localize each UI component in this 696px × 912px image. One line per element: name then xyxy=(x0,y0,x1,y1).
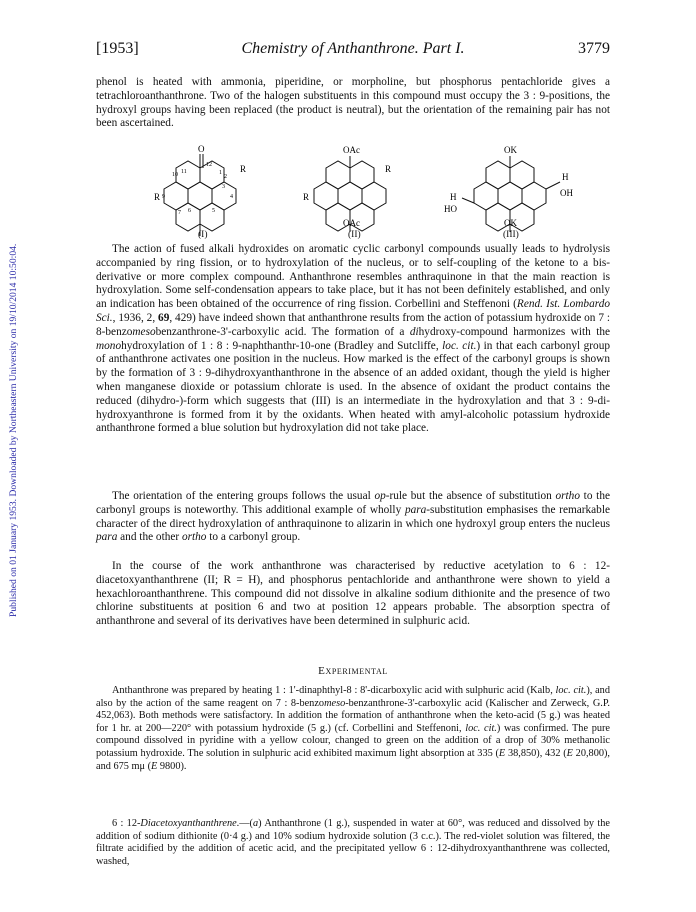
fig1-locant: 12 xyxy=(206,162,212,168)
italic-term: para xyxy=(96,531,118,544)
text-run: The orientation of the entering groups follows the usual xyxy=(112,490,375,502)
fig1-locant: 2 xyxy=(224,174,227,180)
fig1-locant: 3 xyxy=(222,184,225,190)
structure-figures xyxy=(96,140,610,240)
text-run: and the other xyxy=(117,531,182,544)
text-run: ), and also by the action of the same reagent on 7 : 8-benzo xyxy=(96,685,610,709)
citation-loc-cit: loc. cit. xyxy=(442,339,477,352)
italic-term: op xyxy=(374,490,386,502)
text-run: -benzanthrone-3'-carboxylic acid (Kalischer and Zerweck, G.P. 452,063). Both methods were satisfactory. In addition the formation of anthanthrone when the keto-acid (5 g.) was heated for 1 hr. at 200—220° with potassium hydroxide (5 g.) (cf. Corbellini and Steffenoni, xyxy=(96,697,610,734)
citation-loc-cit: loc. cit. xyxy=(465,722,497,734)
italic-term: ortho xyxy=(181,531,207,544)
fig3-left-h: H xyxy=(450,192,457,202)
fig2-left-r: R xyxy=(303,192,310,202)
fig2-right-r: R xyxy=(385,164,392,174)
page-header xyxy=(96,40,610,64)
fig1-locant: 7 xyxy=(178,210,181,216)
intro-paragraph: phenol is heated with ammonia, piperidine, or morpholine, but phosphorus pentachloride gives a tetrachloroanthanthrone. Two of the halogen substituents in this compound must occupy the 3 : 9-positions, the hydroxyl groups having been replaced (the product is neutral), but the orientation of the remaining pair has not been ascertained. xyxy=(96,76,610,130)
fig1-locant: 9 xyxy=(162,194,165,200)
compound-name: Diacetoxyanthanthrene xyxy=(140,818,237,829)
fig3-top-ok: OK xyxy=(504,145,517,155)
text-run: Anthanthrone was prepared by heating 1 : 1'-dinaphthyl-8 : 8'-dicarboxylic acid with sulphuric acid (Kalb, xyxy=(112,685,556,696)
fig1-locant: 1 xyxy=(219,170,222,176)
italic-term: E xyxy=(566,747,573,759)
body-paragraph-2 xyxy=(96,490,610,545)
italic-term: meso xyxy=(324,697,346,709)
body-paragraph-3: In the course of the work anthanthrone was characterised by reductive acetylation to 6 : 12-diacetoxyanthanthrene (II; R = H), and phosphorus pentachloride and anthanthrone were shown to yield a hexachloroanthanthrene. This compound did not dissolve in alkaline sodium dithionite and the presence of two chlorine substituents at position 6 and two at position 12 appears probable. The absorption spectra of anthanthrone and several of its derivatives have been determined in sulphuric acid. xyxy=(96,560,610,628)
italic-term: mono xyxy=(96,339,122,352)
structure-figure-1 xyxy=(136,140,286,240)
text-run: -rule but the absence of substitution xyxy=(385,490,556,502)
text-run: ) Anthanthrone (1 g.), suspended in water at 60°, was reduced and dissolved by the addition of sodium dithionite (0·4 g.) and 10% sodium hydroxide solution (3 c.c.). The red-violet solution was filtered, the filtrate acidified by the addition of acetic acid, and the precipitated yellow 6 : 12-dihydroxyanthanthrene was collected, washed, xyxy=(96,818,610,867)
text-run: 38,850), 432 ( xyxy=(505,747,567,759)
text-run: 6 : 12- xyxy=(112,818,141,829)
experimental-heading: Experimental xyxy=(318,665,388,677)
text-run: ) was confirmed. The pure compound dissolved in pyridine with a yellow colour, changed to green on the addition of a drop of 30% methanolic potassium hydroxide. The solution in sulphuric acid exhibited maximum light absorption at 335 ( xyxy=(96,722,610,759)
text-run: hydroxylation of 1 : 8 : 9-naphthanthr-10-one (Bradley and Sutcliffe, xyxy=(121,339,443,352)
header-title: Chemistry of Anthanthrone. Part I. xyxy=(241,40,465,57)
fig1-locant: 5 xyxy=(212,208,215,214)
fig3-left-ho: HO xyxy=(444,204,457,214)
fig1-left-r: R xyxy=(154,192,161,202)
download-notice: Published on 01 January 1953. Downloaded by Northeastern University on 19/10/2014 10:50:04. xyxy=(8,243,19,617)
experimental-paragraph-2 xyxy=(96,818,610,868)
fig3-bottom-ok: OK xyxy=(504,218,517,228)
text-run: -substitution emphasises the remarkable character of the direct hydroxylation of anthraquinone to alizarin in which one hydroxyl group enters the nucleus xyxy=(96,503,610,530)
text-run: benzanthrone-3'-carboxylic acid. The formation of a xyxy=(155,325,410,338)
italic-term: di xyxy=(409,325,419,338)
text-run: hydroxy-compound harmonizes with the xyxy=(418,325,610,338)
text-run: 9800). xyxy=(157,760,187,772)
fig1-locant: 11 xyxy=(181,169,187,175)
fig2-top-oac: OAc xyxy=(343,145,360,155)
text-run: ) in that each carbonyl group of anthanthrone activates one position in the nucleus. How marked is the effect of the carbonyl groups is shown by the formation of 3 : 9-dihydroxyanthanthrone in the absence of an added oxidant, though the yield is higher when manganese dioxide or potassium chlorate is used. In the absence of oxidant the product contains the reduced (dihydro-)-form which suggests that (III) is an intermediate in the hydroxylation and that 3 : 9-di-hydroxyanthrone is formed from it by the oxidants. When heated with amyl-alcoholic potassium hydroxide anthanthrone formed a blue solution but hydroxylation did not take place. xyxy=(96,339,610,435)
fig3-right-oh: OH xyxy=(560,188,573,198)
header-page-number: 3779 xyxy=(578,40,610,57)
italic-term: E xyxy=(151,760,158,772)
text-run: , 429) have indeed shown that anthanthrone results from the action of potassium hydroxide on 7 : 8-benzo xyxy=(96,311,611,338)
fig2-caption: (II) xyxy=(348,230,361,240)
italic-term: E xyxy=(498,747,506,759)
fig1-locant: 4 xyxy=(230,194,233,200)
structure-figure-2 xyxy=(281,140,431,240)
header-year: [1953] xyxy=(96,40,139,57)
text-run: The action of fused alkali hydroxides on aromatic cyclic carbonyl compounds usually leads to hydrolysis accompanied by ring fission, or to hydroxylation of the nucleus, or to self-coupling of the ketone to a bis-derivative or more complex compound. Anthanthrone resembles anthraquinone in that the main reaction is hydroxylation. Some self-condensation appears to take place, but it has not been definitely established, and only an indication has been obtained of the occurrence of ring fission. Corbellini and Steffenoni ( xyxy=(96,243,610,311)
citation-loc-cit: loc. cit. xyxy=(555,685,587,696)
italic-term: ortho xyxy=(555,490,580,502)
volume-number: 69 xyxy=(158,311,170,324)
text-run: to the carbonyl groups is noteworthy. This additional example of wholly xyxy=(96,490,610,516)
italic-term: meso xyxy=(132,325,156,338)
text-run: , 1936, 2, xyxy=(112,311,159,324)
structure-figure-3 xyxy=(436,140,596,240)
fig1-locant: 10 xyxy=(172,172,178,178)
fig1-top-oxygen: O xyxy=(198,144,205,154)
fig1-locant: 6 xyxy=(188,208,191,214)
text-run: .—( xyxy=(236,818,253,829)
experimental-paragraph-1 xyxy=(96,685,610,773)
journal-name: Rend. Ist. Lombardo Sci. xyxy=(96,298,610,324)
fig1-right-r: R xyxy=(240,164,247,174)
fig2-bottom-oac: OAc xyxy=(343,218,360,228)
italic-term: a xyxy=(252,818,259,829)
italic-term: para xyxy=(404,503,427,516)
text-run: 20,800), and 675 mμ ( xyxy=(96,747,610,772)
fig1-caption: (I) xyxy=(198,230,208,240)
text-run: to a carbonyl group. xyxy=(206,531,301,544)
body-paragraph-1 xyxy=(96,243,610,436)
fig3-right-h: H xyxy=(562,172,569,182)
fig3-caption: (III) xyxy=(503,230,519,240)
